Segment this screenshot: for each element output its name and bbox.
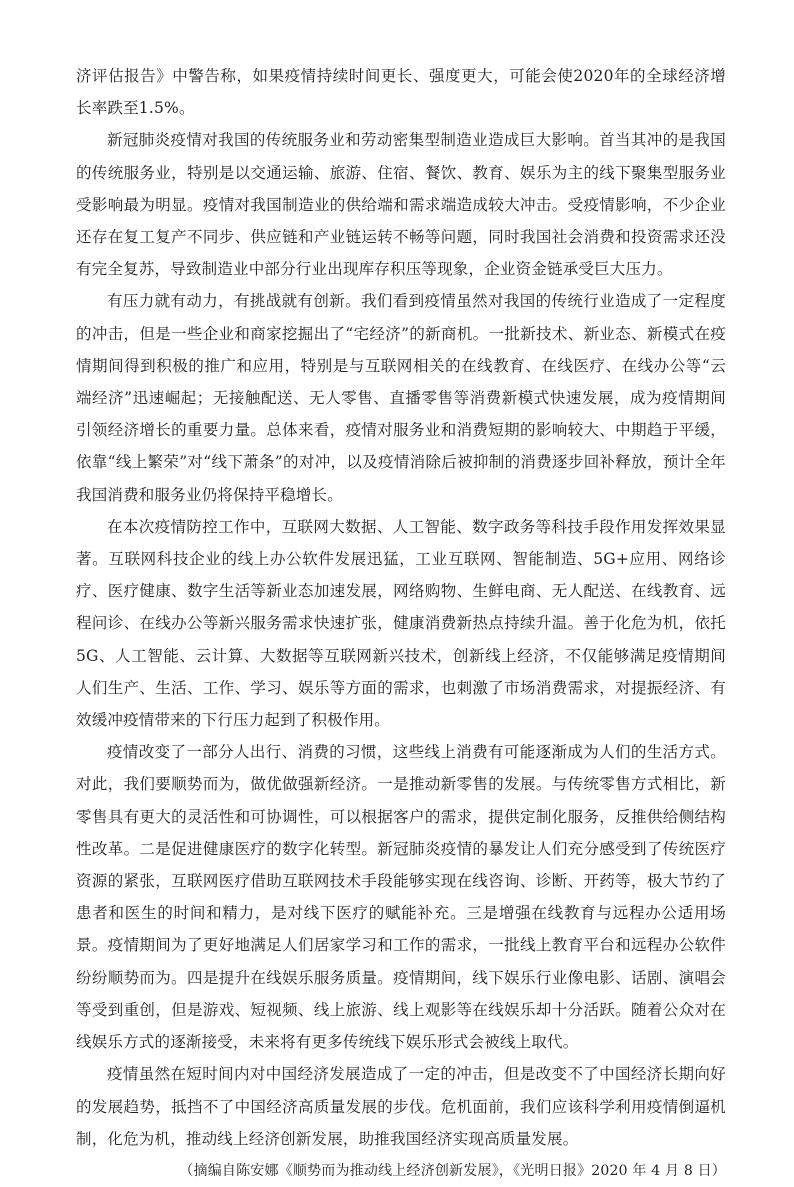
paragraph-6: 疫情虽然在短时间内对中国经济发展造成了一定的冲击，但是改变不了中国经济长期向好的发展趋势，抵挡不了中国经济高质量发展的步伐。危机面前，我们应该科学利用疫情倒逼机制，化危为机，推动线上经济创新发展，助推我国经济实现高质量发展。 bbox=[76, 1065, 726, 1148]
paragraph-4: 在本次疫情防控工作中，互联网大数据、人工智能、数字政务等科技手段作用发挥效果显著。互联网科技企业的线上办公软件发展迅猛，工业互联网、智能制造、5G+应用、网络诊疗、医疗健康、数字生活等新业态加速发展，网络购物、生鲜电商、无人配送、在线教育、远程问诊、在线办公等新兴服务需求快速扩张，健康消费新热点持续升温。善于化危为机，依托5G、人工智能、云计算、大数据等互联网新兴技术，创新线上经济，不仅能够满足疫情期间人们生产、生活、工作、学习、娱乐等方面的需求，也刺激了市场消费需求，对提振经济、有效缓冲疫情带来的下行压力起到了积极作用。 bbox=[76, 517, 726, 730]
paragraph-1: 济评估报告》中警告称，如果疫情持续时间更长、强度更大，可能会使2020年的全球经济增长率跌至1.5%。 bbox=[76, 67, 726, 118]
article-body bbox=[76, 60, 726, 1187]
source-citation: （摘编自陈安娜《顺势而为推动线上经济创新发展》，《光明日报》2020 年 4 月 8 日） bbox=[179, 1162, 726, 1179]
paragraph-2: 新冠肺炎疫情对我国的传统服务业和劳动密集型制造业造成巨大影响。首当其冲的是我国的传统服务业，特别是以交通运输、旅游、住宿、餐饮、教育、娱乐为主的线下聚集型服务业受影响最为明显。疫情对我国制造业的供给端和需求端造成较大冲击。受疫情影响，不少企业还存在复工复产不同步、供应链和产业链运转不畅等问题，同时我国社会消费和投资需求还没有完全复苏，导致制造业中部分行业出现库存积压等现象，企业资金链承受巨大压力。 bbox=[76, 131, 726, 279]
paragraph-3: 有压力就有动力，有挑战就有创新。我们看到疫情虽然对我国的传统行业造成了一定程度的冲击，但是一些企业和商家挖掘出了“宅经济”的新商机。一批新技术、新业态、新模式在疫情期间得到积极的推广和应用，特别是与互联网相关的在线教育、在线医疗、在线办公等“云端经济”迅速崛起；无接触配送、无人零售、直播零售等消费新模式快速发展，成为疫情期间引领经济增长的重要力量。总体来看，疫情对服务业和消费短期的影响较大、中期趋于平缓，依靠“线上繁荣”对“线下萧条”的对冲，以及疫情消除后被抑制的消费逐步回补释放，预计全年我国消费和服务业仍将保持平稳增长。 bbox=[76, 292, 726, 504]
paragraph-5: 疫情改变了一部分人出行、消费的习惯，这些线上消费有可能逐渐成为人们的生活方式。对此，我们要顺势而为，做优做强新经济。一是推动新零售的发展。与传统零售方式相比，新零售具有更大的灵活性和可协调性，可以根据客户的需求，提供定制化服务，反推供给侧结构性改革。二是促进健康医疗的数字化转型。新冠肺炎疫情的暴发让人们充分感受到了传统医疗资源的紧张，互联网医疗借助互联网技术手段能够实现在线咨询、诊断、开药等，极大节约了患者和医生的时间和精力，是对线下医疗的赋能补充。三是增强在线教育与远程办公适用场景。疫情期间为了更好地满足人们居家学习和工作的需求，一批线上教育平台和远程办公软件纷纷顺势而为。四是提升在线娱乐服务质量。疫情期间，线下娱乐行业像电影、话剧、演唱会等受到重创，但是游戏、短视频、线上旅游、线上观影等在线娱乐却十分活跃。随着公众对在线娱乐方式的逐渐接受，未来将有更多传统线下娱乐形式会被线上取代。 bbox=[76, 743, 726, 1052]
